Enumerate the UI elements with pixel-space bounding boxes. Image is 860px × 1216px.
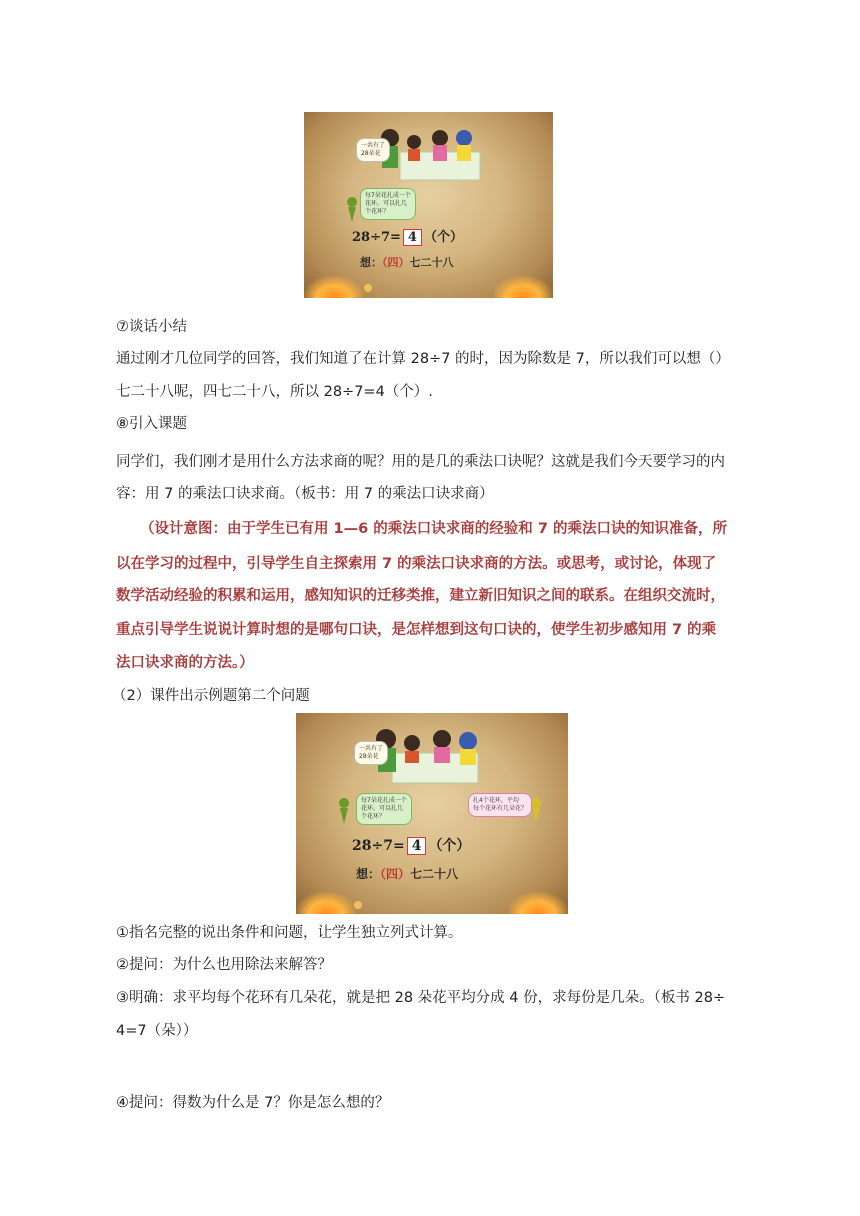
flame-decoration-left (304, 276, 364, 298)
paragraph: 同学们，我们刚才是用什么方法求商的呢？用的是几的乘法口诀呢？这就是我们今天要学习的内 (116, 454, 725, 470)
design-intent-line: 法口诀求商的方法。） (116, 655, 254, 671)
equation (352, 226, 463, 246)
equation-left: 28÷7= (352, 838, 405, 854)
think-key: （四） (382, 256, 410, 269)
design-intent-line: 以在学习的过程中，引导学生自主探索用 7 的乘法口诀求商的方法。或思考，或讨论，体现了 (116, 556, 717, 572)
section-heading: （2）课件出示例题第二个问题 (112, 688, 310, 704)
step-2: ②提问：为什么也用除法来解答？ (116, 957, 332, 973)
think-key: （四） (380, 867, 411, 881)
think-label: 想： (356, 867, 381, 881)
lesson-slide-2 (296, 713, 568, 914)
equation-unit: （个） (423, 230, 463, 245)
design-intent-line: 数学活动经验的积累和运用，感知知识的迁移类推，建立新旧知识之间的联系。在组织交流时， (116, 588, 725, 604)
step-7-heading: ⑦谈话小结 (116, 319, 187, 335)
step-8-heading: ⑧引入课题 (116, 416, 187, 432)
design-intent-line: （设计意图：由于学生已有用 1—6 的乘法口诀求商的经验和 7 的乘法口诀的知识准备，所 (140, 521, 727, 537)
step-1: ①指名完整的说出条件和问题，让学生独立列式计算。 (116, 925, 463, 941)
note-label: 一共有了 28朵花 (356, 138, 390, 162)
design-intent-line: 重点引导学生说说计算时想的是哪句口诀，是怎样想到这句口诀的，使学生初步感知用 7 的乘 (116, 622, 717, 638)
think-line (356, 865, 458, 882)
think-line (360, 254, 454, 270)
flame-decoration-left (296, 892, 356, 914)
paragraph: 4=7（朵）） (116, 1023, 198, 1039)
step-3: ③明确：求平均每个花环有几朵花，就是把 28 朵花平均分成 4 份，求每份是几朵。（板书 28÷ (116, 990, 726, 1006)
note-label: 一共有了 28朵花 (354, 741, 388, 765)
paragraph: 通过刚才几位同学的回答，我们知道了在计算 28÷7 的时，因为除数是 7，所以我们可以想（） (116, 351, 730, 367)
equation-unit: （个） (428, 838, 471, 854)
equation (352, 835, 470, 855)
flame-decoration-right (493, 276, 553, 298)
question-bubble: 每7朵花扎成一个 花环，可以扎几 个花环？ (360, 188, 416, 220)
children-table-illustration (304, 112, 553, 298)
think-rest: 七二十八 (410, 867, 459, 881)
think-rest: 七二十八 (409, 256, 454, 269)
lesson-slide-1 (304, 112, 553, 298)
question-bubble: 每7朵花扎成一个 花环，可以扎几 个花环？ (356, 793, 412, 825)
equation-left: 28÷7= (352, 230, 401, 245)
question-bubble-right: 扎4个花环，平均 每个花环有几朵花？ (468, 793, 532, 817)
think-label: 想： (360, 256, 382, 269)
answer-box: 4 (407, 837, 427, 855)
flame-decoration-right (508, 892, 568, 914)
paragraph: 七二十八呢，四七二十八，所以 28÷7=4（个）. (116, 384, 433, 400)
answer-box: 4 (403, 229, 422, 246)
step-4: ④提问：得数为什么是 7？你是怎么想的？ (116, 1095, 390, 1111)
paragraph: 容：用 7 的乘法口诀求商。（板书：用 7 的乘法口诀求商） (116, 486, 494, 502)
